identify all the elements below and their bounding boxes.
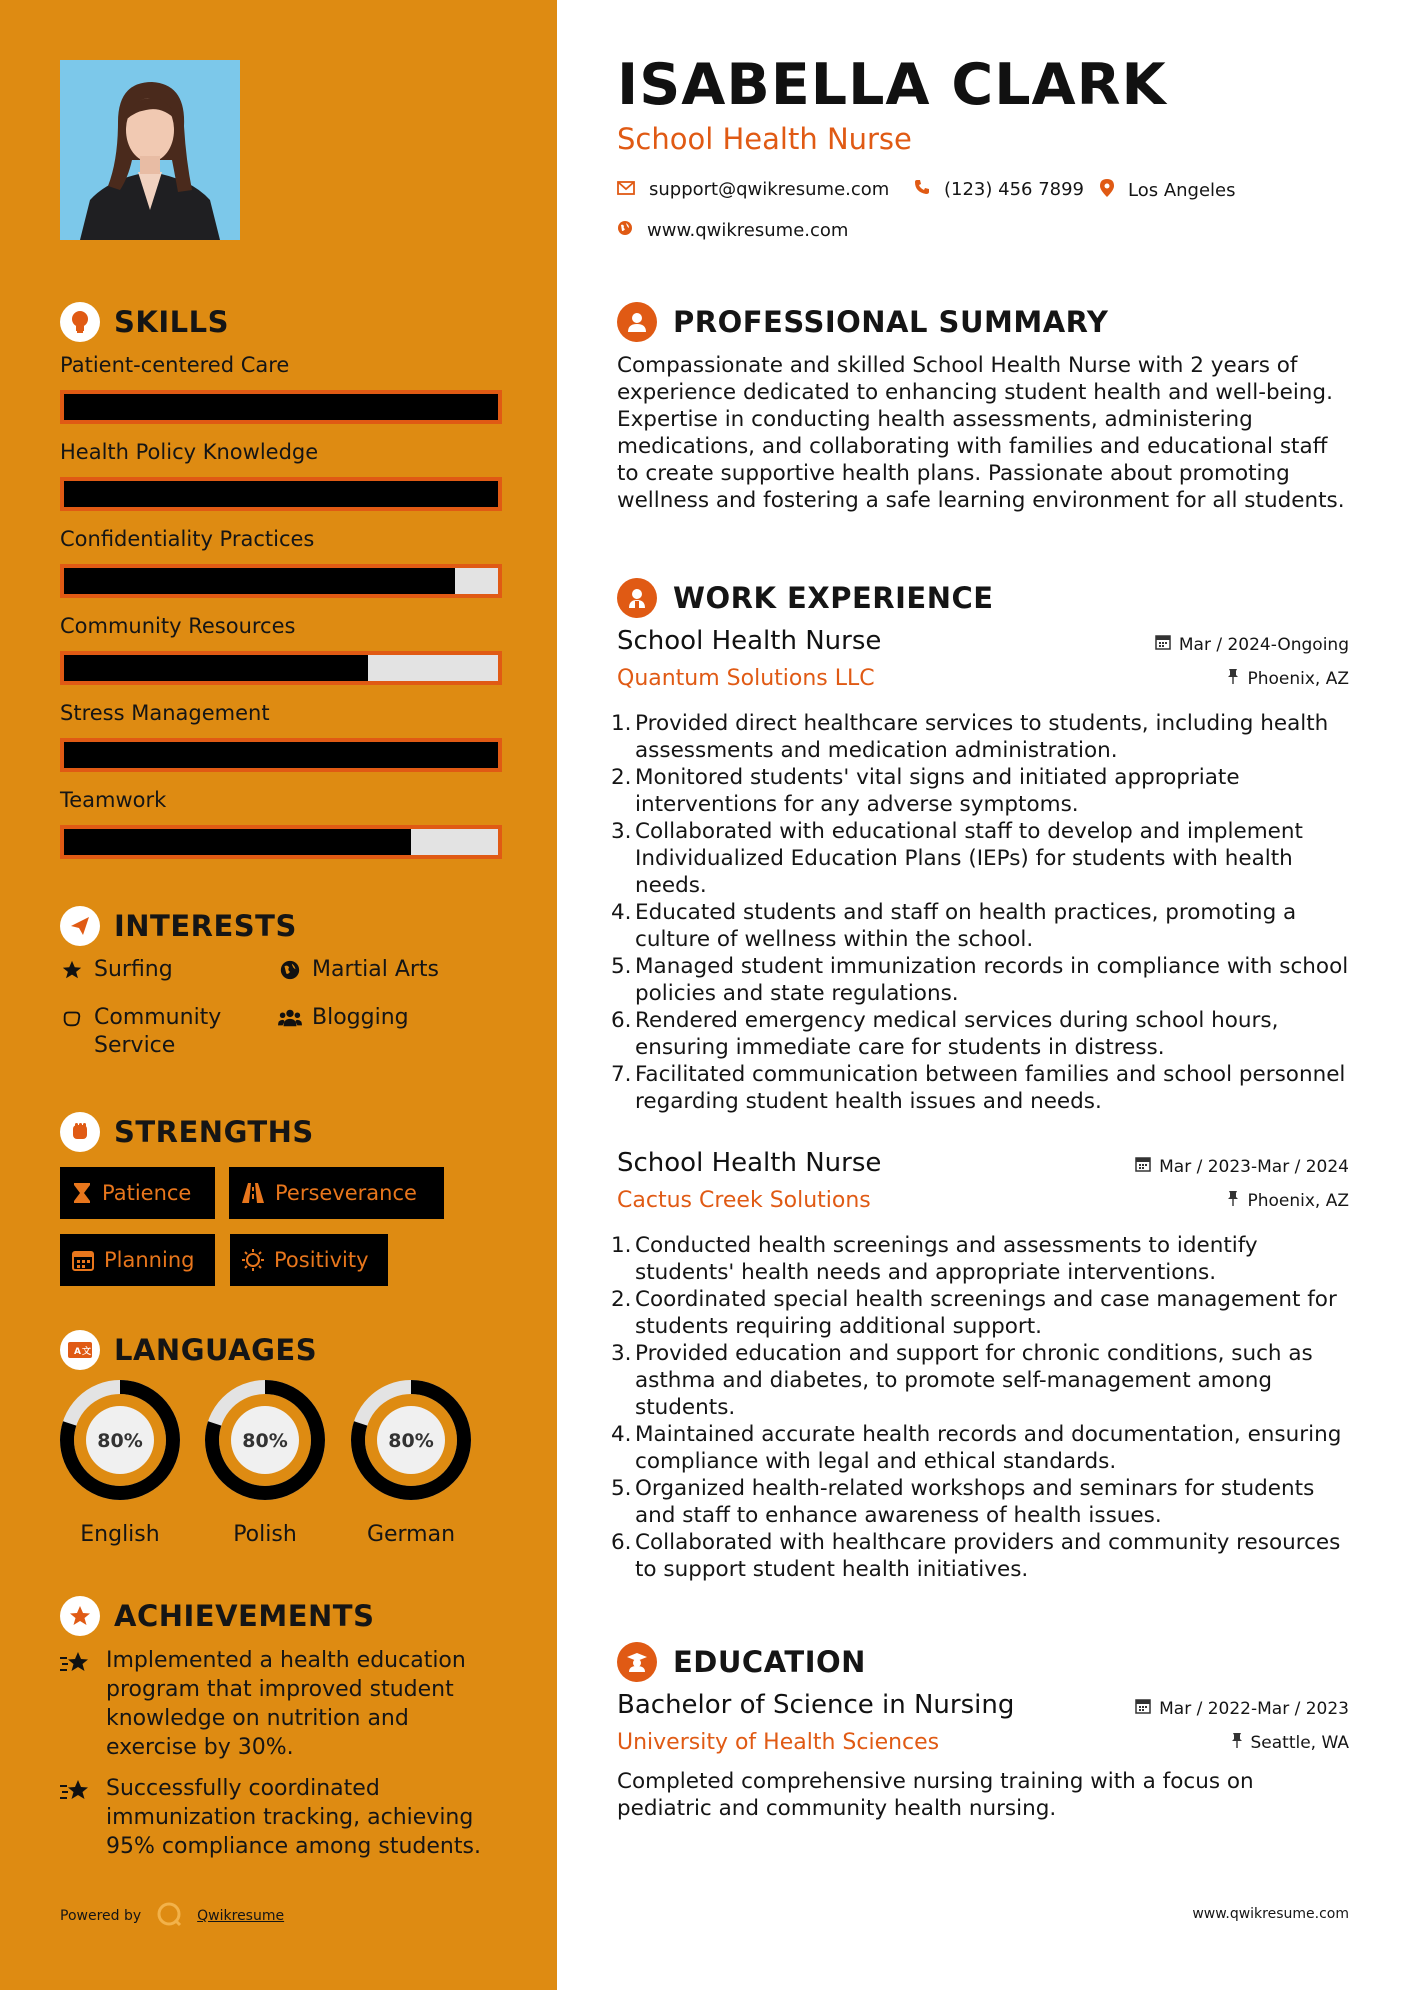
education-dates — [1135, 1698, 1349, 1719]
duty-text: Rendered emergency medical services during school hours, ensuring immediate care for students in distress. — [635, 1008, 1279, 1060]
language-ring — [349, 1378, 473, 1502]
interest-label: Blogging — [312, 1005, 409, 1030]
contact-email — [617, 179, 889, 200]
interest-label: Martial Arts — [312, 957, 440, 982]
duty-text: Provided education and support for chronic conditions, such as asthma and diabetes, to promote self-management among students. — [635, 1341, 1313, 1420]
language-item — [203, 1378, 327, 1547]
envelope-icon — [617, 179, 635, 200]
achievement-item — [60, 1774, 500, 1861]
job-duties-list — [611, 1232, 1357, 1583]
globe-icon — [617, 220, 633, 241]
location-text: Los Angeles — [1128, 180, 1236, 201]
powered-by — [60, 1900, 284, 1932]
language-percent: 80% — [97, 1430, 143, 1452]
skill-bar-fill — [64, 481, 498, 507]
education-school: University of Health Sciences — [617, 1730, 940, 1755]
language-ring — [58, 1378, 182, 1502]
calendar-icon — [1135, 1156, 1151, 1177]
calendar-icon — [1155, 634, 1171, 655]
job-role: School Health Nurse — [617, 626, 882, 656]
duty-item: 5. Managed student immunization records in compliance with school policies and state regulations. — [611, 954, 1349, 1006]
job-dates — [1155, 634, 1349, 655]
achievements-title: ACHIEVEMENTS — [114, 1599, 375, 1633]
strength-label: Patience — [102, 1181, 192, 1205]
education-degree: Bachelor of Science in Nursing — [617, 1690, 1015, 1720]
skill-bar — [60, 390, 502, 424]
map-pin-icon — [1100, 179, 1114, 202]
strength-label: Perseverance — [275, 1181, 417, 1205]
language-percent: 80% — [242, 1430, 288, 1452]
job-dates-text: Mar / 2024-Ongoing — [1178, 634, 1349, 655]
duty-text: Monitored students' vital signs and initiated appropriate interventions for any adverse symptoms. — [635, 765, 1240, 817]
job-duties-list — [611, 710, 1357, 1115]
language-name: English — [80, 1522, 160, 1547]
duty-item: 3. Collaborated with educational staff to develop and implement Individualized Education Plans (IEPs) for students with health needs. — [611, 819, 1303, 898]
strength-label: Planning — [104, 1248, 195, 1272]
duty-item: 3. Provided education and support for chronic conditions, such as asthma and diabetes, to promote self-management among students. — [611, 1341, 1313, 1420]
website-link[interactable]: www.qwikresume.com — [647, 220, 849, 241]
duty-item: 2. Monitored students' vital signs and initiated appropriate interventions for any adverse symptoms. — [611, 765, 1240, 817]
svg-text:A: A — [74, 1347, 81, 1357]
skill-name: Teamwork — [60, 788, 167, 812]
summary-heading — [617, 302, 1108, 342]
interests-title: INTERESTS — [114, 909, 297, 943]
duty-text: Facilitated communication between families and school personnel regarding student health issues and needs. — [635, 1062, 1346, 1114]
duty-text: Conducted health screenings and assessments to identify students' health needs and appropriate interventions. — [635, 1233, 1258, 1285]
experience-heading — [617, 578, 994, 618]
skill-bar-fill — [64, 394, 498, 420]
language-item — [349, 1378, 473, 1547]
strength-badge — [229, 1167, 444, 1219]
language-ring — [203, 1378, 327, 1502]
language-percent: 80% — [388, 1430, 434, 1452]
job-location-text: Phoenix, AZ — [1247, 668, 1349, 689]
duty-item: 6. Rendered emergency medical services during school hours, ensuring immediate care for students in distress. — [611, 1008, 1279, 1060]
contact-location — [1100, 179, 1236, 202]
achievement-item — [60, 1646, 500, 1762]
job-role: School Health Nurse — [617, 1148, 882, 1178]
hand-icon — [60, 1004, 84, 1032]
pushpin-icon — [1231, 1732, 1243, 1753]
duty-text: Coordinated special health screenings and case management for students requiring additional support. — [635, 1287, 1337, 1339]
duty-text: Maintained accurate health records and documentation, ensuring compliance with legal and ethical standards. — [635, 1422, 1342, 1474]
job-entry-header — [617, 1148, 1349, 1213]
candidate-title: School Health Nurse — [617, 122, 912, 156]
skill-bar — [60, 651, 502, 685]
language-icon — [60, 1330, 100, 1370]
skill-item — [60, 437, 502, 511]
duty-text: Managed student immunization records in compliance with school policies and state regulations. — [635, 954, 1349, 1006]
interest-item — [60, 1004, 260, 1060]
profile-photo — [60, 60, 240, 240]
achievements-heading — [60, 1596, 374, 1636]
skill-item — [60, 611, 502, 685]
skill-bar — [60, 564, 502, 598]
languages-title: LANGUAGES — [114, 1333, 318, 1367]
powered-by-label: Powered by — [60, 1908, 142, 1924]
job-dates — [1135, 1156, 1349, 1177]
language-name: Polish — [233, 1522, 297, 1547]
duty-item: 6. Collaborated with healthcare providers and community resources to support student health initiatives. — [611, 1530, 1341, 1582]
strengths-heading — [60, 1112, 314, 1152]
education-entry-header — [617, 1690, 1349, 1755]
strength-badge — [60, 1167, 215, 1219]
skill-item — [60, 350, 502, 424]
candidate-name: ISABELLA CLARK — [617, 52, 1167, 118]
skill-bar-fill — [64, 829, 411, 855]
achievement-text: Implemented a health education program that improved student knowledge on nutrition and exercise by 30%. — [106, 1648, 466, 1760]
calendar-icon — [72, 1249, 94, 1271]
star-ribbon-icon — [60, 1646, 94, 1762]
pushpin-icon — [1227, 1190, 1239, 1211]
interest-item — [60, 956, 173, 984]
skill-name: Stress Management — [60, 701, 270, 725]
hourglass-icon — [72, 1182, 92, 1204]
skill-name: Patient-centered Care — [60, 353, 290, 377]
strength-badge — [60, 1234, 215, 1286]
graduate-icon — [617, 1642, 657, 1682]
interest-label: Surfing — [94, 957, 173, 982]
contact-website — [617, 220, 848, 241]
svg-text:文: 文 — [82, 1347, 92, 1357]
interest-item — [278, 956, 439, 984]
job-location — [1227, 1190, 1349, 1211]
duty-item: 4. Maintained accurate health records and documentation, ensuring compliance with legal and ethical standards. — [611, 1422, 1342, 1474]
skill-item — [60, 524, 502, 598]
skill-bar — [60, 738, 502, 772]
skill-item — [60, 785, 502, 859]
star-ribbon-icon — [60, 1774, 94, 1861]
duty-item: 4. Educated students and staff on health practices, promoting a culture of wellness within the school. — [611, 900, 1297, 952]
duty-text: Organized health-related workshops and seminars for students and staff to enhance awareness of health issues. — [635, 1476, 1315, 1528]
qwikresume-link[interactable]: Qwikresume — [197, 1908, 285, 1924]
qwikresume-logo-icon — [155, 1900, 183, 1932]
sun-icon — [242, 1249, 264, 1271]
duty-text: Provided direct healthcare services to students, including health assessments and medication administration. — [635, 711, 1329, 763]
job-location-text: Phoenix, AZ — [1247, 1190, 1349, 1211]
footer-website[interactable]: www.qwikresume.com — [1192, 1906, 1349, 1922]
paper-plane-icon — [60, 906, 100, 946]
skill-bar-fill — [64, 655, 368, 681]
experience-title: WORK EXPERIENCE — [673, 581, 994, 615]
contact-phone — [914, 179, 1084, 200]
star-icon — [60, 956, 84, 984]
education-dates-text: Mar / 2022-Mar / 2023 — [1159, 1698, 1349, 1719]
phone-icon — [914, 179, 930, 200]
fist-icon — [60, 1112, 100, 1152]
skill-bar-fill — [64, 742, 498, 768]
job-dates-text: Mar / 2023-Mar / 2024 — [1159, 1156, 1349, 1177]
skill-bar-fill — [64, 568, 455, 594]
job-company: Cactus Creek Solutions — [617, 1188, 871, 1213]
duty-text: Collaborated with healthcare providers and community resources to support student health initiatives. — [635, 1530, 1341, 1582]
summary-text: Compassionate and skilled School Health Nurse with 2 years of experience dedicated to enhancing student health and well-being. Expertise in conducting health assessments, administering medications, and collaborating with families and educational staff to create supportive health plans. Passionate about promoting wellness and fostering a safe learning environment for all students. — [617, 353, 1345, 513]
education-description: Completed comprehensive nursing training with a focus on pediatric and community health nursing. — [617, 1769, 1254, 1821]
duty-text: Collaborated with educational staff to develop and implement Individualized Education Plans (IEPs) for students with health needs. — [635, 819, 1303, 898]
road-icon — [241, 1182, 265, 1204]
education-heading — [617, 1642, 866, 1682]
skill-name: Confidentiality Practices — [60, 527, 315, 551]
strengths-title: STRENGTHS — [114, 1115, 314, 1149]
job-company: Quantum Solutions LLC — [617, 666, 875, 691]
users-icon — [278, 1004, 302, 1032]
languages-heading — [60, 1330, 317, 1370]
email-link[interactable]: support@qwikresume.com — [649, 179, 890, 200]
language-name: German — [366, 1522, 456, 1547]
skill-name: Health Policy Knowledge — [60, 440, 319, 464]
duty-item: 1. Conducted health screenings and assessments to identify students' health needs and appropriate interventions. — [611, 1233, 1258, 1285]
skill-bar — [60, 825, 502, 859]
language-item — [58, 1378, 182, 1547]
user-icon — [617, 302, 657, 342]
duty-item: 1. Provided direct healthcare services to students, including health assessments and medication administration. — [611, 711, 1329, 763]
globe-icon — [278, 956, 302, 984]
lightbulb-icon — [60, 302, 100, 342]
briefcase-user-icon — [617, 578, 657, 618]
summary-title: PROFESSIONAL SUMMARY — [673, 305, 1109, 339]
skill-item — [60, 698, 502, 772]
calendar-icon — [1135, 1698, 1151, 1719]
education-location-text: Seattle, WA — [1250, 1732, 1349, 1753]
strength-label: Positivity — [274, 1248, 369, 1272]
education-location — [1231, 1732, 1350, 1753]
skills-heading — [60, 302, 229, 342]
achievement-text: Successfully coordinated immunization tracking, achieving 95% compliance among students. — [106, 1776, 481, 1859]
interest-label: Community Service — [94, 1005, 222, 1058]
duty-text: Educated students and staff on health practices, promoting a culture of wellness within the school. — [635, 900, 1297, 952]
interest-item — [278, 1004, 409, 1032]
duty-item: 7. Facilitated communication between families and school personnel regarding student health issues and needs. — [611, 1062, 1346, 1114]
skill-bar — [60, 477, 502, 511]
education-title: EDUCATION — [673, 1645, 866, 1679]
phone-number: (123) 456 7899 — [944, 179, 1085, 200]
duty-item: 5. Organized health-related workshops and seminars for students and staff to enhance awareness of health issues. — [611, 1476, 1315, 1528]
strength-badge — [230, 1234, 388, 1286]
pushpin-icon — [1227, 668, 1239, 689]
award-star-icon — [60, 1596, 100, 1636]
skills-title: SKILLS — [114, 305, 229, 339]
duty-item: 2. Coordinated special health screenings and case management for students requiring additional support. — [611, 1287, 1337, 1339]
job-entry-header — [617, 626, 1349, 691]
job-location — [1227, 668, 1349, 689]
interests-heading — [60, 906, 297, 946]
skill-name: Community Resources — [60, 614, 296, 638]
